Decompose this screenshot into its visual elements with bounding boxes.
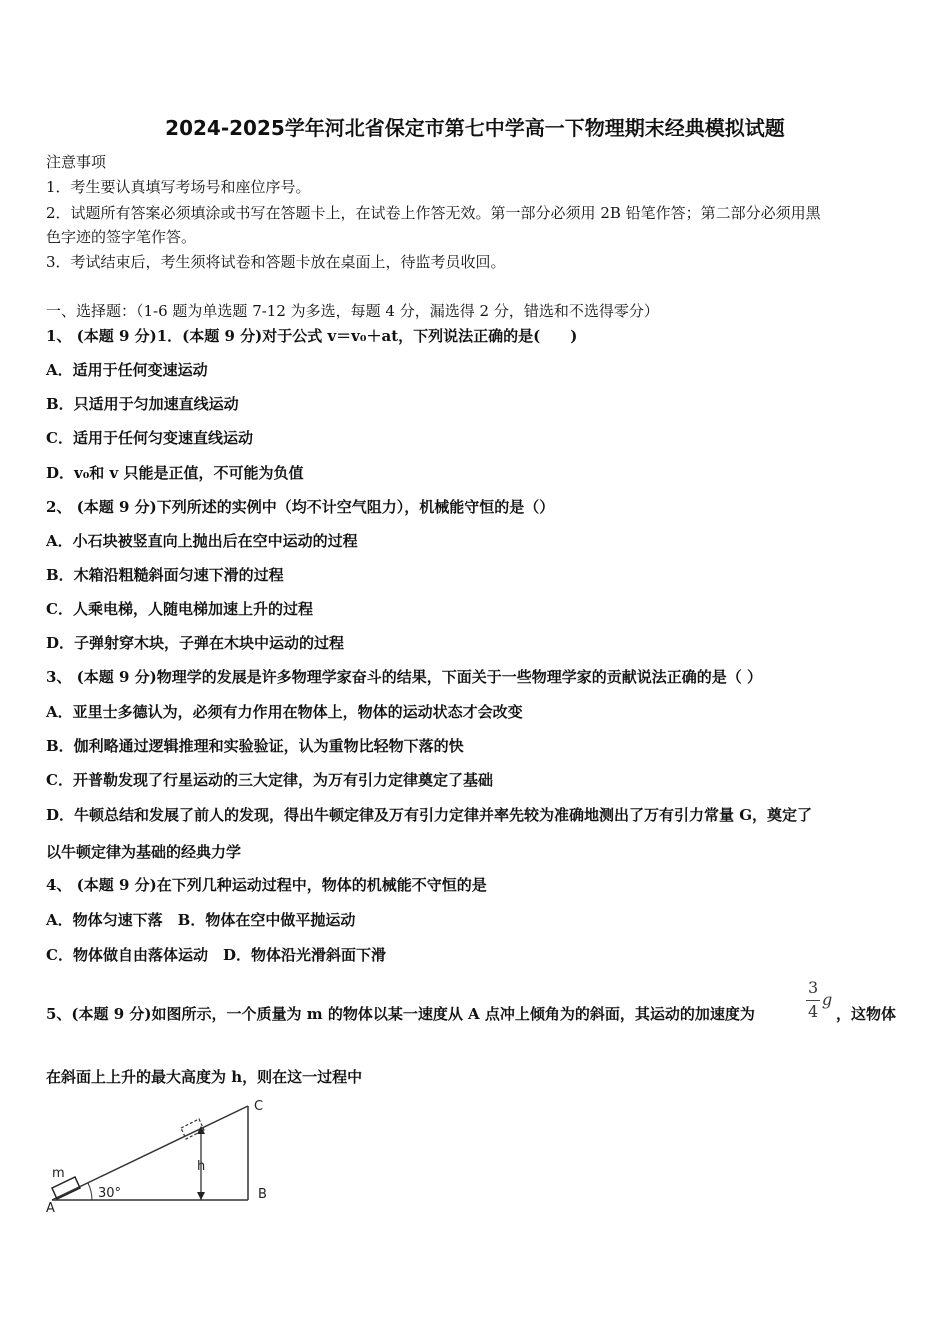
notice-item-2-cont: 色字迹的签字笔作答。 (46, 228, 197, 246)
fraction-numerator: 3 (808, 978, 819, 997)
question-1-option-b: B．只适用于匀加速直线运动 (46, 395, 239, 413)
question-4-stem: 4、 (本题 9 分)在下列几种运动过程中，物体的机械能不守恒的是 (46, 876, 487, 894)
fraction-denominator: 4 (808, 1002, 819, 1021)
label-a: A (46, 1201, 55, 1215)
section-heading: 一、选择题：（1-6 题为单选题 7-12 为多选，每题 4 分，漏选得 2 分，错选和不选得零分） (46, 302, 659, 320)
page-title: 2024-2025学年河北省保定市第七中学高一下物理期末经典模拟试题 (165, 116, 785, 140)
incline-surface (52, 1106, 248, 1200)
question-3-option-a: A．亚里士多德认为，必须有力作用在物体上，物体的运动状态才会改变 (46, 703, 523, 721)
question-5-stem: 5、(本题 9 分)如图所示，一个质量为 m 的物体以某一速度从 A 点冲上倾角为的斜面，其运动的加速度为 (46, 1005, 755, 1023)
angle-arc (88, 1183, 92, 1200)
question-3-option-b: B．伽利略通过逻辑推理和实验验证，认为重物比轻物下落的快 (46, 737, 464, 755)
question-5-stem-cont: 在斜面上上升的最大高度为 h，则在这一过程中 (46, 1068, 363, 1086)
question-3-option-d: D．牛顿总结和发展了前人的发现，得出牛顿定律及万有引力定律并率先较为准确地测出了万有引力常量 G，奠定了 (46, 806, 813, 824)
notice-item-3: 3．考试结束后，考生须将试卷和答题卡放在桌面上，待监考员收回。 (46, 253, 506, 271)
question-1-stem: 1、 (本题 9 分)1．(本题 9 分)对于公式 v＝v₀＋at，下列说法正确的是( ) (46, 327, 578, 345)
question-3-stem: 3、 (本题 9 分)物理学的发展是许多物理学家奋斗的结果，下面关于一些物理学家的贡献说法正确的是（ ） (46, 668, 762, 686)
question-1-option-a: A．适用于任何变速运动 (46, 361, 208, 379)
question-2-option-c: C．人乘电梯，人随电梯加速上升的过程 (46, 600, 313, 618)
label-b: B (258, 1187, 267, 1202)
question-4-options-row2: C．物体做自由落体运动 D．物体沿光滑斜面下滑 (46, 946, 386, 964)
height-arrow-bottom (197, 1192, 205, 1200)
label-c: C (254, 1099, 264, 1114)
question-5-stem-tail: ，这物体 (836, 1005, 897, 1023)
notice-heading: 注意事项 (46, 153, 107, 171)
question-2-option-d: D．子弹射穿木块，子弹在木块中运动的过程 (46, 634, 345, 652)
fraction-variable: g (822, 990, 833, 1009)
angle-label: 30° (98, 1186, 122, 1201)
incline-figure (40, 1090, 280, 1215)
question-2-option-a: A．小石块被竖直向上抛出后在空中运动的过程 (46, 532, 358, 550)
question-2-option-b: B．木箱沿粗糙斜面匀速下滑的过程 (46, 566, 284, 584)
fraction-bar (806, 1000, 820, 1001)
question-3-option-c: C．开普勒发现了行星运动的三大定律，为万有引力定律奠定了基础 (46, 771, 493, 789)
notice-item-2: 2．试题所有答案必须填涂或书写在答题卡上，在试卷上作答无效。第一部分必须用 2B 铅笔作答；第二部分必须用黑 (46, 204, 821, 222)
label-h: h (197, 1159, 206, 1174)
question-2-stem: 2、 (本题 9 分)下列所述的实例中（均不计空气阻力），机械能守恒的是（） (46, 498, 555, 516)
question-1-option-d: D．v₀和 v 只能是正值，不可能为负值 (46, 464, 304, 482)
label-m: m (52, 1166, 65, 1181)
question-4-options-row1: A．物体匀速下落 B．物体在空中做平抛运动 (46, 911, 356, 929)
question-3-option-d-cont: 以牛顿定律为基础的经典力学 (46, 843, 242, 861)
question-1-option-c: C．适用于任何匀变速直线运动 (46, 429, 253, 447)
notice-item-1: 1．考生要认真填写考场号和座位序号。 (46, 178, 311, 196)
